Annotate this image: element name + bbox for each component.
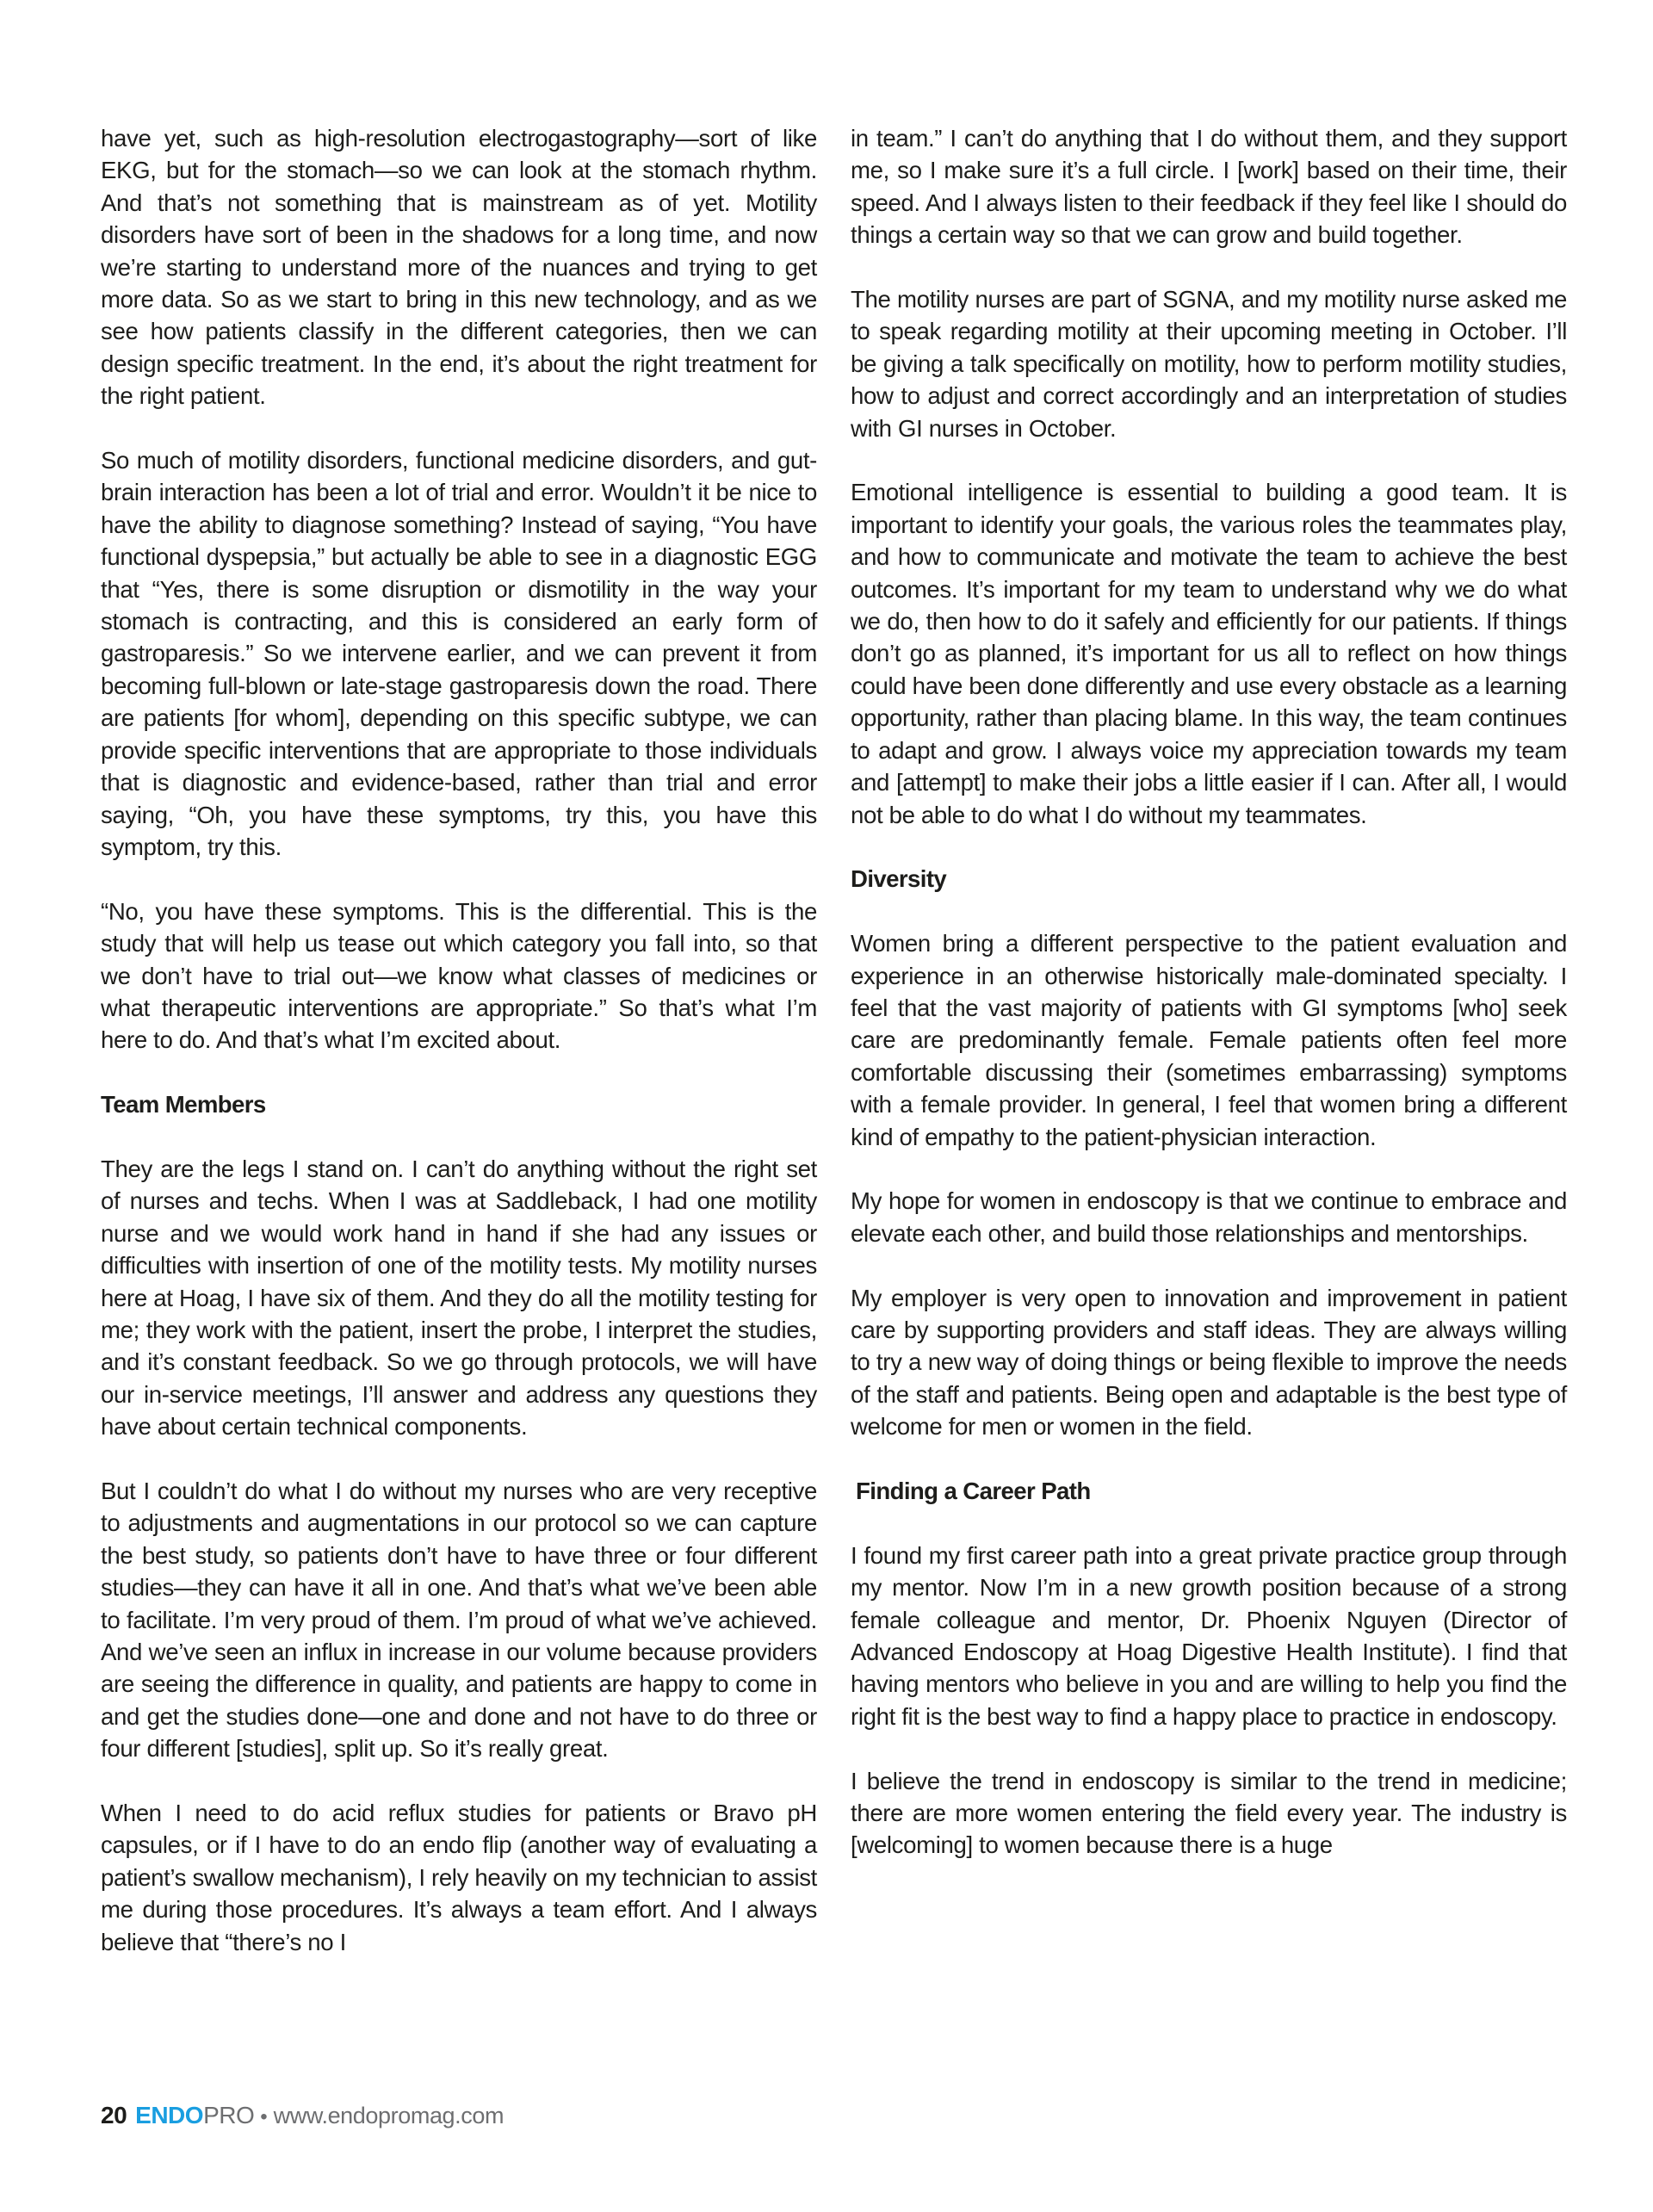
paragraph: have yet, such as high-resolution electrogastography—sort of like EKG, but for the stomach—so we can look at the stomach rhythm. And that’s not something that is mainstream as of yet. Motility disorders have sort of been in the shadows for a long time, and now we’re starting to understand more of the nuances and trying to get more data. So as we start to bring in this new technology, and as we see how patients classify in the different categories, then we can design specific treatment. In the end, it’s about the right treatment for the right patient. (101, 125, 817, 410)
paragraph: My hope for women in endoscopy is that we continue to embrace and elevate each other, and build those relationships and mentorships. (851, 1187, 1567, 1247)
right-column (851, 122, 1567, 1893)
paragraph: I believe the trend in endoscopy is similar to the trend in medicine; there are more women entering the field every year. The industry is [welcoming] to women because there is a huge (851, 1767, 1567, 1859)
left-column (101, 122, 817, 1990)
brand-logo-pro: PRO (203, 2102, 255, 2128)
paragraph: So much of motility disorders, functional medicine disorders, and gut-brain interaction has been a lot of trial and error. Wouldn’t it be nice to have the ability to diagnose something? Instead of saying, “You have functional dyspepsia,” but actually be able to see in a diagnostic EGG that “Yes, there is some disruption or dismotility in the way your stomach is contracting, and this is considered an early form of gastroparesis.” So we intervene earlier, and we can prevent it from becoming full-blown or late-stage gastroparesis down the road. There are patients [for whom], depending on this specific subtype, we can provide specific interventions that are appropriate to those individuals that is diagnostic and evidence-based, rather than trial and error saying, “Oh, you have these symptoms, try this, you have this symptom, try this. (101, 447, 817, 860)
paragraph: in team.” I can’t do anything that I do without them, and they support me, so I make sure it’s a full circle. I [work] based on their time, their speed. And I always listen to their feedback if they feel like I should do things a certain way so that we can grow and build together. (851, 125, 1567, 249)
page-footer (101, 2102, 504, 2131)
paragraph: When I need to do acid reflux studies for patients or Bravo pH capsules, or if I have to do an endo flip (another way of evaluating a patient’s swallow mechanism), I rely heavily on my technician to assist me during those procedures. It’s always a team effort. And I always believe that “there’s no I (101, 1800, 817, 1955)
paragraph: My employer is very open to innovation and improvement in patient care by supporting providers and staff ideas. They are always willing to try a new way of doing things or being flexible to improve the needs of the staff and patients. Being open and adaptable is the best type of welcome for men or women in the field. (851, 1284, 1567, 1441)
section-heading-diversity: Diversity (851, 865, 947, 893)
section-heading-career-path: Finding a Career Path (856, 1477, 1091, 1504)
paragraph: But I couldn’t do what I do without my nurses who are very receptive to adjustments and augmentations in our protocol so we can capture the best study, so patients don’t have to have three or four different studies—they can have it all in one. And that’s what we’ve been able to facilitate. I’m very proud of them. I’m proud of what we’ve achieved. And we’ve seen an influx in increase in our volume because providers are seeing the difference in quality, and patients are happy to come in and get the studies done—one and done and not have to do three or four different [studies], split up. So it’s really great. (101, 1477, 817, 1763)
brand-logo-endo: ENDO (135, 2102, 204, 2128)
paragraph: “No, you have these symptoms. This is the differential. This is the study that will help us tease out which category you fall into, so that we don’t have to trial out—we know what classes of medicines or what therapeutic interventions are appropriate.” So that’s what I’m here to do. And that’s what I’m excited about. (101, 897, 817, 1054)
website-url[interactable]: www.endopromag.com (273, 2103, 505, 2128)
paragraph: I found my first career path into a great private practice group through my mentor. Now I’m in a new growth position because of a strong female colleague and mentor, Dr. Phoenix Nguyen (Director of Advanced Endoscopy at Hoag Digestive Health Institute). I find that having mentors who believe in you and are willing to help you find the right fit is the best way to find a happy place to practice in endoscopy. (851, 1541, 1567, 1730)
bullet-separator: • (260, 2105, 268, 2128)
section-heading-team-members: Team Members (101, 1091, 266, 1118)
page-number: 20 (101, 2102, 127, 2128)
paragraph: Emotional intelligence is essential to building a good team. It is important to identify your goals, the various roles the teammates play, and how to communicate and motivate the team to achieve the best outcomes. It’s important for my team to understand why we do what we do, then how to do it safely and efficiently for our patients. If things don’t go as planned, it’s important for us all to reflect on how things could have been done differently and use every obstacle as a learning opportunity, rather than placing blame. In this way, the team continues to adapt and grow. I always voice my appreciation towards my team and [attempt] to make their jobs a little easier if I can. After all, I would not be able to do what I do without my teammates. (851, 479, 1567, 828)
paragraph: The motility nurses are part of SGNA, and my motility nurse asked me to speak regarding motility at their upcoming meeting in October. I’ll be giving a talk specifically on motility, how to perform motility studies, how to adjust and correct accordingly and an interpretation of studies with GI nurses in October. (851, 286, 1567, 442)
paragraph: Women bring a different perspective to the patient evaluation and experience in an otherwise historically male-dominated specialty. I feel that the vast majority of patients with GI symptoms [who] seek care are predominantly female. Female patients often feel more comfortable discussing their (sometimes embarrassing) symptoms with a female provider. In general, I feel that women bring a different kind of empathy to the patient-physician interaction. (851, 930, 1567, 1150)
paragraph: They are the legs I stand on. I can’t do anything without the right set of nurses and techs. When I was at Saddleback, I had one motility nurse and we would work hand in hand if she had any issues or difficulties with insertion of one of the motility tests. My motility nurses here at Hoag, I have six of them. And they do all the motility testing for me; they work with the patient, insert the probe, I interpret the studies, and it’s constant feedback. So we go through protocols, we will have our in-service meetings, I’ll answer and address any questions they have about certain technical components. (101, 1155, 817, 1441)
